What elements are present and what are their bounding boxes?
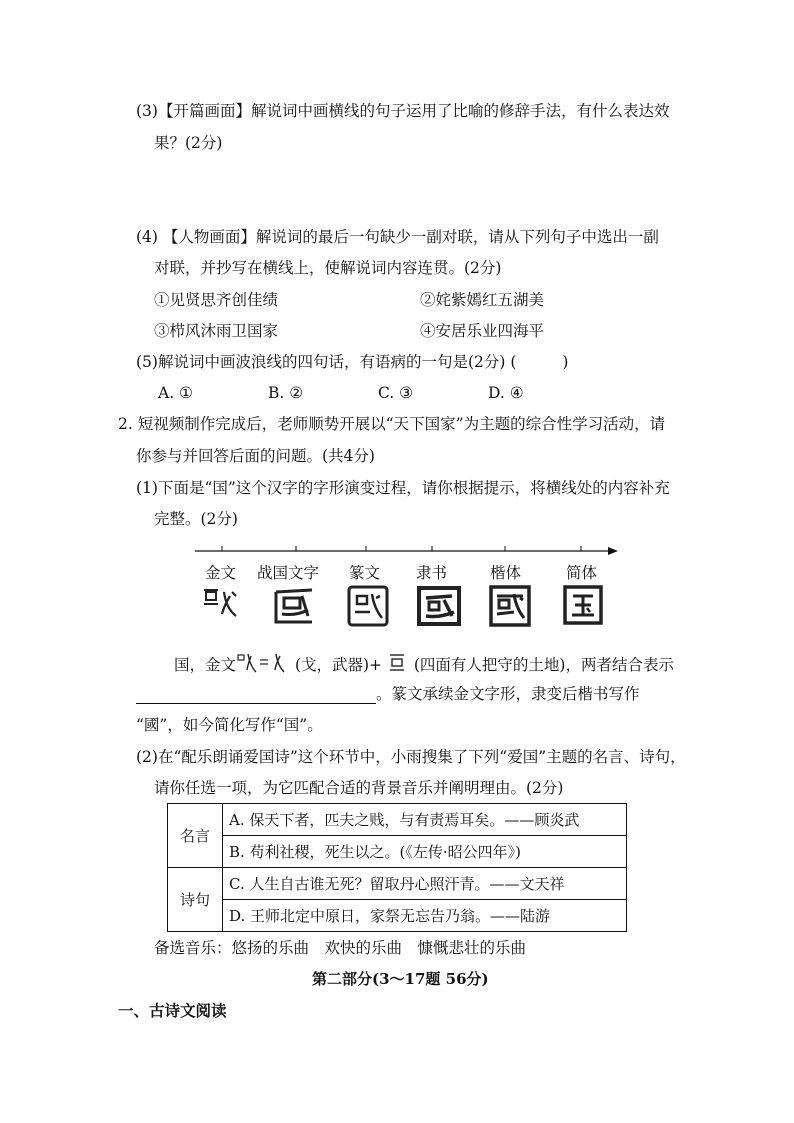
q1-sub4-line2: 对联，并抄写在横线上，使解说词内容连贯。(2分) — [154, 259, 502, 277]
timeline-label-kaiti: 楷体 — [490, 564, 522, 582]
part2-title: 第二部分(3～17题 56分) — [312, 970, 489, 988]
timeline-label-jinwen: 金文 — [205, 564, 237, 582]
zhuanwen-guo-glyph — [346, 584, 390, 628]
jinwen-wei-glyph — [387, 652, 409, 674]
option-3: ③栉风沐雨卫国家 — [154, 322, 279, 340]
timeline-label-jianti: 简体 — [566, 564, 598, 582]
quotes-table — [167, 803, 627, 932]
character-evolution-timeline — [190, 540, 620, 630]
q1-sub5-line — [136, 352, 568, 372]
choice-b: B. ② — [268, 384, 304, 402]
jinwen-ge-equation-glyph — [236, 652, 290, 674]
q2-sub1-line2: 完整。(2分) — [154, 510, 238, 528]
table-row — [168, 804, 627, 836]
explain-line1 — [174, 652, 674, 675]
q1-sub3-line2: 果？(2分) — [154, 134, 223, 152]
quote-b: B. 苟利社稷，死生以之。(《左传·昭公四年》) — [223, 836, 627, 868]
explain-mid1: (戈，武器)+ — [290, 656, 387, 674]
q1-sub4-line1: (4) 【人物画面】解说词的最后一句缺少一副对联，请从下列句子中选出一副 — [136, 228, 659, 246]
option-2: ②姹紫嫣红五湖美 — [420, 291, 545, 309]
q1-sub3-line1: (3)【开篇画面】解说词中画横线的句子运用了比喻的修辞手法，有什么表达效 — [136, 102, 670, 120]
q2-stem-line1: 2. 短视频制作完成后，老师顺势开展以“天下国家”为主题的综合性学习活动，请 — [118, 415, 666, 433]
lishu-guo-glyph — [416, 584, 462, 628]
explain-line2-text: 。篆文承续金文字形，隶变后楷书写作 — [376, 685, 640, 703]
choice-d: D. ④ — [488, 384, 524, 402]
timeline-label-zhuanwen: 篆文 — [349, 564, 381, 582]
q2-stem-line2: 你参与并回答后面的问题。(共4分) — [136, 447, 375, 465]
q2-sub2-line1: (2)在“配乐朗诵爱国诗”这个环节中，小雨搜集了下列“爱国”主题的名言、诗句， — [136, 748, 686, 766]
category-shiju: 诗句 — [168, 868, 223, 932]
category-mingyan: 名言 — [168, 804, 223, 868]
music-options: 备选音乐：悠扬的乐曲 欢快的乐曲 慷慨悲壮的乐曲 — [154, 939, 527, 957]
explain-prefix: 国，金文 — [174, 656, 237, 674]
choice-a: A. ① — [158, 384, 193, 402]
q1-sub5-close: ) — [562, 353, 569, 371]
timeline-label-lishu: 隶书 — [416, 564, 448, 582]
quote-a: A. 保天下者，匹夫之贱，与有责焉耳矣。——顾炎武 — [223, 804, 627, 836]
q2-sub2-line2: 请你任选一项，为它匹配合适的背景音乐并阐明理由。(2分) — [154, 779, 564, 797]
option-1: ①见贤思齐创佳绩 — [154, 291, 279, 309]
explain-line2 — [136, 684, 640, 704]
table-row — [168, 900, 627, 932]
explain-line3: “國”，如今简化写作“国”。 — [136, 716, 323, 734]
choice-c: C. ③ — [378, 384, 414, 402]
zhanguo-guo-glyph — [272, 586, 316, 626]
q1-sub5-text: (5)解说词中画波浪线的四句话，有语病的一句是(2分) ( — [136, 353, 517, 371]
kaiti-guo-glyph — [488, 584, 532, 628]
q2-sub1-line1: (1)下面是“国”这个汉字的字形演变过程，请你根据提示，将横线处的内容补充 — [136, 479, 670, 497]
quote-d: D. 王师北定中原日，家祭无忘告乃翁。——陆游 — [223, 900, 627, 932]
explain-mid2: (四面有人把守的土地)，两者结合表示 — [408, 656, 674, 674]
option-4: ④安居乐业四海平 — [420, 322, 545, 340]
table-row — [168, 836, 627, 868]
timeline-arrow-icon — [608, 547, 618, 555]
jianti-guo-glyph — [562, 584, 604, 626]
section-title: 一、古诗文阅读 — [118, 1001, 227, 1020]
quote-c: C. 人生自古谁无死？留取丹心照汗青。——文天祥 — [223, 868, 627, 900]
timeline-label-zhanguo: 战国文字 — [257, 564, 320, 582]
answer-blank-line[interactable] — [136, 687, 376, 704]
jinwen-guo-glyph — [202, 588, 244, 620]
table-row — [168, 868, 627, 900]
